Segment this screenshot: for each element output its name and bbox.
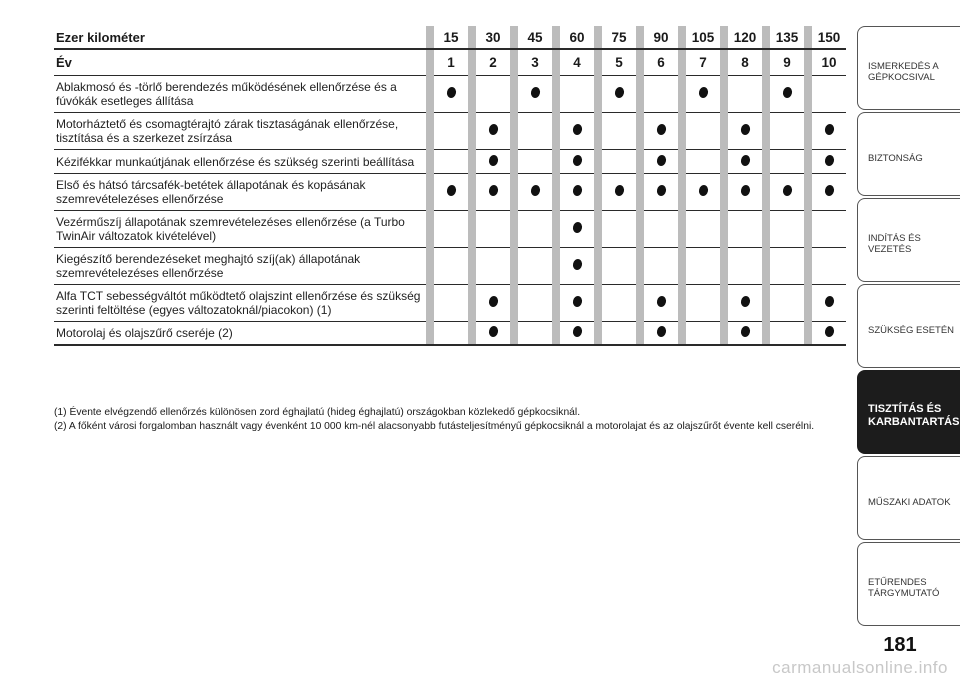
interval-cell <box>602 150 636 174</box>
column-separator <box>720 150 728 174</box>
bullet-mark-icon <box>571 221 582 234</box>
year-value: 5 <box>602 50 636 76</box>
interval-cell <box>812 76 846 113</box>
column-separator <box>804 113 812 150</box>
interval-cell <box>686 285 720 322</box>
column-separator <box>636 150 644 174</box>
task-description: Vezérműszíj állapotának szemrevételezéses ellenőrzése (a Turbo TwinAir változatok kivételével) <box>54 211 426 248</box>
interval-cell <box>686 76 720 113</box>
interval-cell <box>560 150 594 174</box>
bullet-mark-icon <box>739 184 750 197</box>
bullet-mark-icon <box>781 184 792 197</box>
column-separator <box>678 26 686 50</box>
column-separator <box>426 322 434 346</box>
footnote-2: (2) A főként városi forgalomban használt vagy évenként 10 000 km-nél alacsonyabb futásteljesítményű gépkocsiknál a motorolajat és az olajszűrőt évente kell cserélni. <box>54 421 815 432</box>
column-separator <box>720 285 728 322</box>
column-separator <box>762 211 770 248</box>
column-separator <box>468 150 476 174</box>
sidebar-tab-label: ISMERKEDÉS A GÉPKOCSIVAL <box>868 61 939 83</box>
column-separator <box>678 150 686 174</box>
interval-cell <box>560 174 594 211</box>
km-value: 150 <box>812 26 846 50</box>
interval-cell <box>560 248 594 285</box>
column-separator <box>804 50 812 76</box>
column-separator <box>678 50 686 76</box>
column-separator <box>678 76 686 113</box>
bullet-mark-icon <box>739 154 750 167</box>
bullet-mark-icon <box>571 123 582 136</box>
interval-cell <box>476 150 510 174</box>
column-separator <box>510 248 518 285</box>
interval-cell <box>770 174 804 211</box>
interval-cell <box>644 113 678 150</box>
bullet-mark-icon <box>739 295 750 308</box>
column-separator <box>678 211 686 248</box>
bullet-mark-icon <box>445 86 456 99</box>
interval-cell <box>518 150 552 174</box>
table-row <box>54 113 846 150</box>
watermark: carmanualsonline.info <box>772 658 948 677</box>
column-separator <box>762 76 770 113</box>
column-separator <box>804 211 812 248</box>
sidebar-tab-1[interactable] <box>857 26 960 110</box>
bullet-mark-icon <box>487 295 498 308</box>
interval-cell <box>560 113 594 150</box>
column-separator <box>636 50 644 76</box>
interval-cell <box>728 285 762 322</box>
table-row <box>54 322 846 346</box>
interval-cell <box>728 113 762 150</box>
column-separator <box>636 211 644 248</box>
column-separator <box>636 248 644 285</box>
bullet-mark-icon <box>739 123 750 136</box>
interval-cell <box>434 174 468 211</box>
interval-cell <box>560 285 594 322</box>
interval-cell <box>602 211 636 248</box>
km-value: 30 <box>476 26 510 50</box>
column-separator <box>468 285 476 322</box>
column-separator <box>678 248 686 285</box>
interval-cell <box>770 322 804 346</box>
column-separator <box>510 150 518 174</box>
column-separator <box>804 26 812 50</box>
column-separator <box>804 174 812 211</box>
interval-cell <box>812 322 846 346</box>
interval-cell <box>686 322 720 346</box>
interval-cell <box>602 248 636 285</box>
bullet-mark-icon <box>571 295 582 308</box>
interval-cell <box>518 211 552 248</box>
column-separator <box>468 211 476 248</box>
column-separator <box>468 248 476 285</box>
interval-cell <box>644 150 678 174</box>
interval-cell <box>602 76 636 113</box>
bullet-mark-icon <box>823 325 834 338</box>
column-separator <box>762 322 770 346</box>
column-separator <box>426 248 434 285</box>
interval-cell <box>518 174 552 211</box>
interval-cell <box>644 76 678 113</box>
year-value: 4 <box>560 50 594 76</box>
sidebar-tab-label: SZÜKSÉG ESETÉN <box>868 324 955 336</box>
sidebar-tab-label: BIZTONSÁG <box>868 152 923 164</box>
interval-cell <box>602 174 636 211</box>
bullet-mark-icon <box>823 184 834 197</box>
year-value: 8 <box>728 50 762 76</box>
interval-cell <box>644 248 678 285</box>
bullet-mark-icon <box>487 154 498 167</box>
table-row <box>54 76 846 113</box>
sidebar-tab-6[interactable] <box>857 456 960 540</box>
column-separator <box>678 174 686 211</box>
interval-cell <box>518 285 552 322</box>
interval-cell <box>770 113 804 150</box>
bullet-mark-icon <box>655 295 666 308</box>
task-description: Első és hátsó tárcsafék-betétek állapotának és kopásának szemrevételezéses ellenőrzése <box>54 174 426 211</box>
bullet-mark-icon <box>613 184 624 197</box>
interval-cell <box>476 174 510 211</box>
interval-cell <box>476 113 510 150</box>
column-separator <box>594 76 602 113</box>
interval-cell <box>560 211 594 248</box>
bullet-mark-icon <box>571 154 582 167</box>
sidebar-tab-2[interactable] <box>857 112 960 196</box>
column-separator <box>552 285 560 322</box>
column-separator <box>468 174 476 211</box>
interval-cell <box>812 248 846 285</box>
column-separator <box>426 50 434 76</box>
bullet-mark-icon <box>445 184 456 197</box>
sidebar-tab-7[interactable] <box>857 542 960 626</box>
column-separator <box>552 76 560 113</box>
interval-cell <box>686 174 720 211</box>
page-number: 181 <box>883 634 917 656</box>
table-row <box>54 174 846 211</box>
interval-cell <box>434 285 468 322</box>
column-separator <box>468 322 476 346</box>
column-separator <box>636 174 644 211</box>
interval-cell <box>518 76 552 113</box>
sidebar-tab-label: ETŰRENDES TÁRGYMUTATÓ <box>868 577 940 599</box>
footnotes <box>54 406 844 434</box>
column-separator <box>762 113 770 150</box>
year-value: 6 <box>644 50 678 76</box>
bullet-mark-icon <box>571 184 582 197</box>
km-value: 60 <box>560 26 594 50</box>
interval-cell <box>644 322 678 346</box>
sidebar-tab-5[interactable] <box>857 370 960 454</box>
column-separator <box>594 248 602 285</box>
task-description: Kiegészítő berendezéseket meghajtó szíj(ak) állapotának szemrevételezéses ellenőrzése <box>54 248 426 285</box>
bullet-mark-icon <box>697 184 708 197</box>
column-separator <box>426 285 434 322</box>
column-separator <box>678 322 686 346</box>
interval-cell <box>812 211 846 248</box>
year-value: 10 <box>812 50 846 76</box>
column-separator <box>720 50 728 76</box>
column-separator <box>552 113 560 150</box>
interval-cell <box>644 211 678 248</box>
interval-cell <box>476 211 510 248</box>
bullet-mark-icon <box>739 325 750 338</box>
interval-cell <box>476 322 510 346</box>
column-separator <box>426 76 434 113</box>
column-separator <box>720 113 728 150</box>
task-description: Motorolaj és olajszűrő cseréje (2) <box>54 322 426 346</box>
interval-cell <box>812 113 846 150</box>
table-row <box>54 211 846 248</box>
interval-cell <box>560 322 594 346</box>
interval-cell <box>602 113 636 150</box>
column-separator <box>594 150 602 174</box>
interval-cell <box>434 113 468 150</box>
column-separator <box>804 248 812 285</box>
interval-cell <box>476 76 510 113</box>
year-value: 9 <box>770 50 804 76</box>
column-separator <box>720 76 728 113</box>
interval-cell <box>434 322 468 346</box>
km-value: 120 <box>728 26 762 50</box>
year-value: 7 <box>686 50 720 76</box>
sidebar-tab-label: INDÍTÁS ÉS VEZETÉS <box>868 233 921 255</box>
bullet-mark-icon <box>529 86 540 99</box>
km-value: 90 <box>644 26 678 50</box>
km-value: 135 <box>770 26 804 50</box>
interval-cell <box>728 211 762 248</box>
column-separator <box>426 113 434 150</box>
column-separator <box>804 285 812 322</box>
year-value: 1 <box>434 50 468 76</box>
column-separator <box>510 50 518 76</box>
interval-cell <box>434 248 468 285</box>
year-header-label: Év <box>54 50 426 76</box>
bullet-mark-icon <box>655 154 666 167</box>
column-separator <box>510 285 518 322</box>
interval-cell <box>770 150 804 174</box>
column-separator <box>594 211 602 248</box>
column-separator <box>636 76 644 113</box>
bullet-mark-icon <box>697 86 708 99</box>
column-separator <box>468 76 476 113</box>
interval-cell <box>644 174 678 211</box>
interval-cell <box>812 285 846 322</box>
column-separator <box>636 26 644 50</box>
column-separator <box>720 174 728 211</box>
column-separator <box>510 26 518 50</box>
sidebar-tab-3[interactable] <box>857 198 960 282</box>
year-header-row <box>54 50 846 76</box>
km-value: 75 <box>602 26 636 50</box>
column-separator <box>762 26 770 50</box>
column-separator <box>636 285 644 322</box>
year-value: 2 <box>476 50 510 76</box>
column-separator <box>510 113 518 150</box>
column-separator <box>510 76 518 113</box>
interval-cell <box>602 322 636 346</box>
bullet-mark-icon <box>487 325 498 338</box>
interval-cell <box>812 174 846 211</box>
column-separator <box>594 50 602 76</box>
column-separator <box>720 248 728 285</box>
column-separator <box>762 248 770 285</box>
task-description: Motorháztető és csomagtérajtó zárak tisztaságának ellenőrzése, tisztítása és a szerkezet zsírzása <box>54 113 426 150</box>
interval-cell <box>476 285 510 322</box>
table-row <box>54 248 846 285</box>
column-separator <box>720 211 728 248</box>
interval-cell <box>770 211 804 248</box>
sidebar-tab-label: MŰSZAKI ADATOK <box>868 496 951 508</box>
column-separator <box>552 26 560 50</box>
column-separator <box>594 285 602 322</box>
interval-cell <box>812 150 846 174</box>
column-separator <box>594 26 602 50</box>
column-separator <box>510 211 518 248</box>
interval-cell <box>518 322 552 346</box>
column-separator <box>762 174 770 211</box>
column-separator <box>594 174 602 211</box>
task-description: Ablakmosó és -törlő berendezés működésének ellenőrzése és a fúvókák esetleges állítása <box>54 76 426 113</box>
bullet-mark-icon <box>823 154 834 167</box>
column-separator <box>468 26 476 50</box>
column-separator <box>762 150 770 174</box>
km-header-row <box>54 26 846 50</box>
bullet-mark-icon <box>655 184 666 197</box>
sidebar-tab-label: TISZTÍTÁS ÉS KARBANTARTÁS <box>868 403 960 428</box>
interval-cell <box>770 285 804 322</box>
interval-cell <box>644 285 678 322</box>
bullet-mark-icon <box>487 184 498 197</box>
column-separator <box>468 50 476 76</box>
bullet-mark-icon <box>571 325 582 338</box>
column-separator <box>636 113 644 150</box>
column-separator <box>804 150 812 174</box>
column-separator <box>510 174 518 211</box>
column-separator <box>636 322 644 346</box>
interval-cell <box>434 76 468 113</box>
maintenance-schedule-table <box>54 26 846 346</box>
column-separator <box>720 26 728 50</box>
interval-cell <box>728 150 762 174</box>
km-header-label: Ezer kilométer <box>54 26 426 50</box>
table-row <box>54 150 846 174</box>
interval-cell <box>686 150 720 174</box>
column-separator <box>720 322 728 346</box>
column-separator <box>552 174 560 211</box>
interval-cell <box>602 285 636 322</box>
column-separator <box>426 26 434 50</box>
interval-cell <box>728 322 762 346</box>
column-separator <box>552 150 560 174</box>
year-value: 3 <box>518 50 552 76</box>
interval-cell <box>728 174 762 211</box>
interval-cell <box>518 248 552 285</box>
sidebar-tab-4[interactable] <box>857 284 960 368</box>
interval-cell <box>686 113 720 150</box>
column-separator <box>804 76 812 113</box>
column-separator <box>426 150 434 174</box>
column-separator <box>594 322 602 346</box>
bullet-mark-icon <box>781 86 792 99</box>
interval-cell <box>518 113 552 150</box>
bullet-mark-icon <box>613 86 624 99</box>
km-value: 45 <box>518 26 552 50</box>
km-value: 105 <box>686 26 720 50</box>
column-separator <box>468 113 476 150</box>
bullet-mark-icon <box>529 184 540 197</box>
interval-cell <box>434 211 468 248</box>
column-separator <box>804 322 812 346</box>
interval-cell <box>686 248 720 285</box>
interval-cell <box>728 248 762 285</box>
interval-cell <box>560 76 594 113</box>
column-separator <box>510 322 518 346</box>
bullet-mark-icon <box>823 123 834 136</box>
column-separator <box>426 174 434 211</box>
bullet-mark-icon <box>823 295 834 308</box>
column-separator <box>552 50 560 76</box>
bullet-mark-icon <box>487 123 498 136</box>
bullet-mark-icon <box>571 258 582 271</box>
column-separator <box>426 211 434 248</box>
interval-cell <box>770 248 804 285</box>
column-separator <box>762 50 770 76</box>
interval-cell <box>476 248 510 285</box>
column-separator <box>678 113 686 150</box>
bullet-mark-icon <box>655 123 666 136</box>
interval-cell <box>434 150 468 174</box>
task-description: Kézifékkar munkaútjának ellenőrzése és szükség szerinti beállítása <box>54 150 426 174</box>
bullet-mark-icon <box>655 325 666 338</box>
column-separator <box>552 248 560 285</box>
interval-cell <box>728 76 762 113</box>
interval-cell <box>770 76 804 113</box>
km-value: 15 <box>434 26 468 50</box>
interval-cell <box>686 211 720 248</box>
task-description: Alfa TCT sebességváltót működtető olajszint ellenőrzése és szükség szerinti feltöltése (egyes változatoknál/piacokon) (1) <box>54 285 426 322</box>
column-separator <box>594 113 602 150</box>
footnote-1: (1) Évente elvégzendő ellenőrzés különösen zord éghajlatú (hideg éghajlatú) országokban közlekedő gépkocsiknál. <box>54 407 581 418</box>
table-row <box>54 285 846 322</box>
column-separator <box>762 285 770 322</box>
column-separator <box>678 285 686 322</box>
column-separator <box>552 322 560 346</box>
column-separator <box>552 211 560 248</box>
